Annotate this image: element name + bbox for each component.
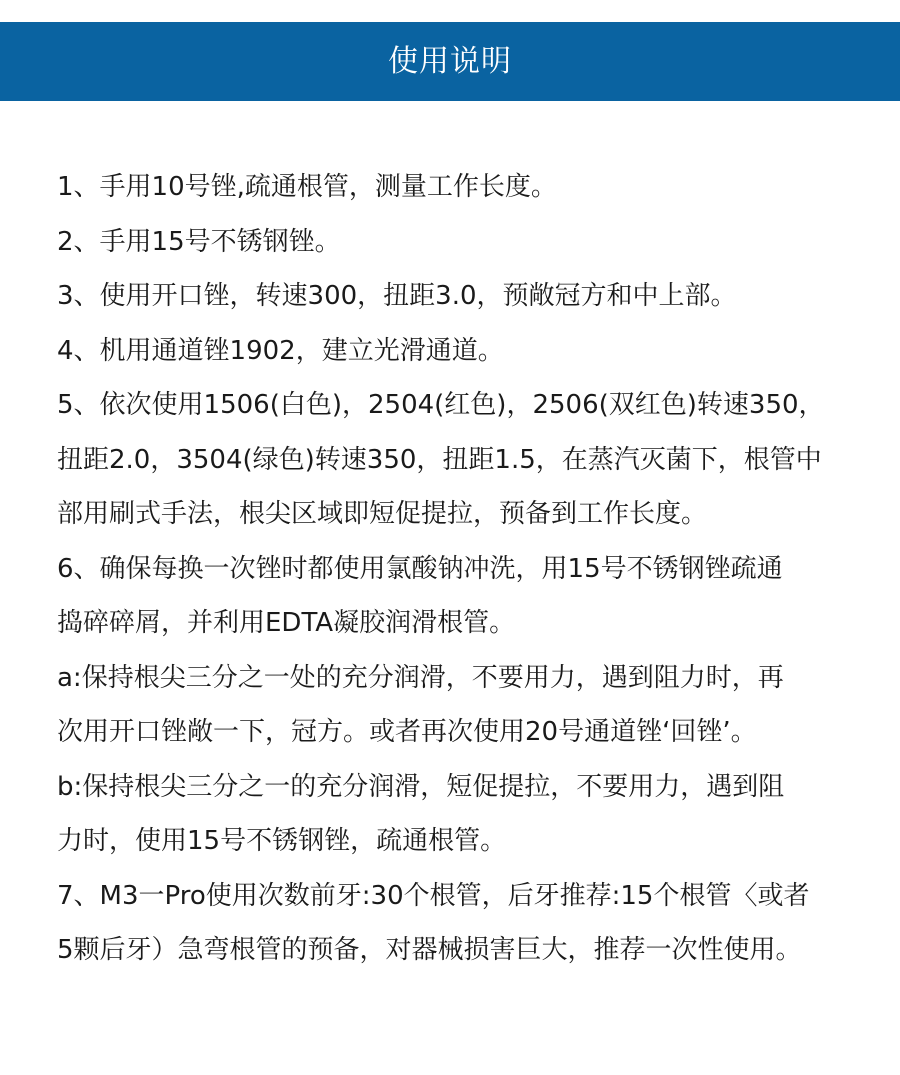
- instruction-line: a:保持根尖三分之一处的充分润滑，不要用力，遇到阻力时，再: [57, 662, 784, 693]
- instruction-line: b:保持根尖三分之一的充分润滑，短促提拉，不要用力，遇到阻: [57, 771, 785, 802]
- instruction-line: 5、依次使用1506(白色)，2504(红色)，2506(双红色)转速350，: [57, 390, 825, 420]
- instruction-line: 1、手用10号锉,疏通根管，测量工作长度。: [57, 172, 557, 202]
- instruction-line: 6、确保每换一次锉时都使用氯酸钠冲洗，用15号不锈钢锉疏通: [57, 553, 783, 584]
- instruction-line: 部用刷式手法，根尖区域即短促提拉，预备到工作长度。: [57, 499, 708, 529]
- instruction-line: 扭距2.0，3504(绿色)转速350，扭距1.5，在蒸汽灭菌下，根管中: [57, 444, 822, 475]
- instructions-body: [57, 160, 857, 978]
- instruction-line: 捣碎碎屑，并利用EDTA凝胶润滑根管。: [57, 608, 516, 638]
- instruction-line: 7、M3一Pro使用次数前牙:30个根管，后牙推荐:15个根管〈或者: [57, 880, 810, 911]
- instruction-line: 次用开口锉敞一下，冠方。或者再次使用20号通道锉‘回锉’。: [57, 717, 757, 747]
- instruction-line: 力时，使用15号不锈钢锉，疏通根管。: [57, 826, 507, 856]
- instruction-line: 3、使用开口锉，转速300，扭距3.0，预敞冠方和中上部。: [57, 281, 737, 311]
- instruction-line: 4、机用通道锉1902，建立光滑通道。: [57, 335, 504, 366]
- instruction-line: 5颗后牙）急弯根管的预备，对器械损害巨大，推荐一次性使用。: [57, 935, 802, 965]
- page-title: 使用说明: [388, 43, 512, 79]
- instruction-line: 2、手用15号不锈钢锉。: [57, 226, 341, 257]
- header-bar: [0, 22, 900, 101]
